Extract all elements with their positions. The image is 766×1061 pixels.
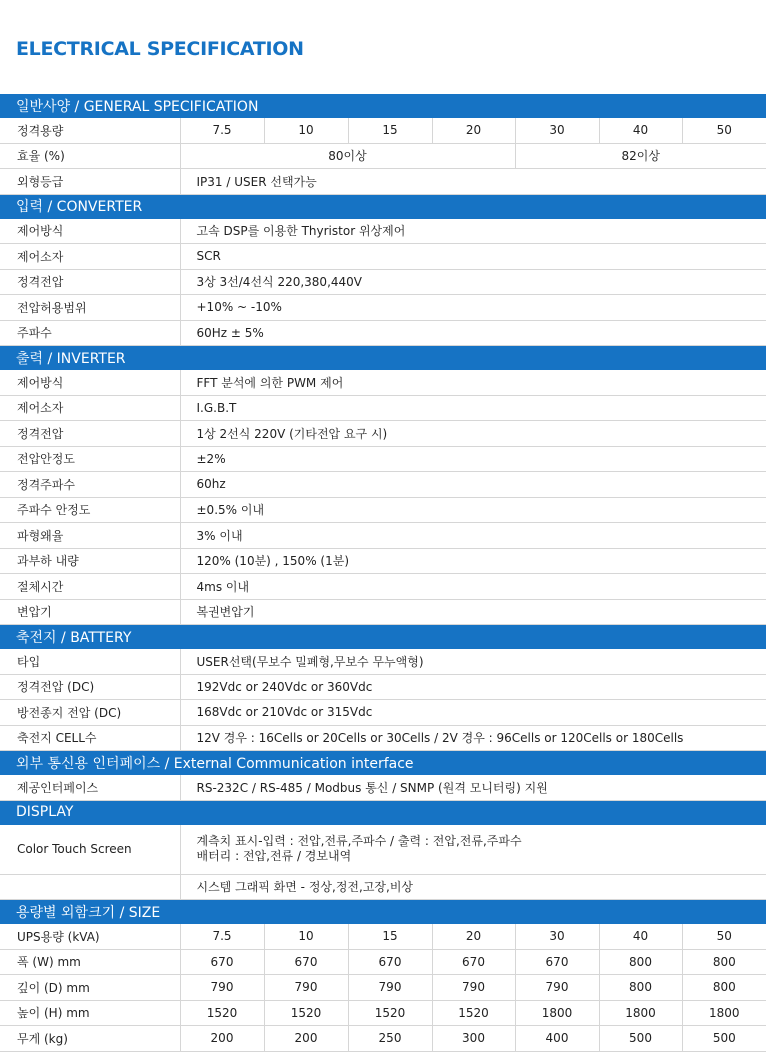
interface-label: 제공인터페이스 xyxy=(0,775,180,801)
size-spec-cell: 1520 xyxy=(432,1000,515,1026)
inverter-spec-label: 변압기 xyxy=(0,599,180,625)
size-spec-label: UPS용량 (kVA) xyxy=(0,924,180,950)
capacity-cell: 40 xyxy=(599,118,682,144)
size-spec-cell: 400 xyxy=(515,1026,599,1052)
display-row xyxy=(0,824,766,874)
converter-spec-value: 60Hz ± 5% xyxy=(180,320,766,346)
size-spec-cell: 7.5 xyxy=(180,924,264,950)
section-interface-header-row xyxy=(0,751,766,775)
size-spec-cell: 800 xyxy=(599,975,682,1001)
inverter-spec-label: 전압안정도 xyxy=(0,446,180,472)
inverter-spec-label: 과부하 내량 xyxy=(0,548,180,574)
inverter-spec-row xyxy=(0,421,766,447)
battery-spec-label: 정격전압 (DC) xyxy=(0,674,180,700)
capacity-cell: 30 xyxy=(515,118,599,144)
size-spec-row xyxy=(0,924,766,950)
inverter-spec-value: FFT 분석에 의한 PWM 제어 xyxy=(180,370,766,396)
size-spec-cell: 670 xyxy=(432,949,515,975)
inverter-spec-value: 복권변압기 xyxy=(180,599,766,625)
size-spec-cell: 790 xyxy=(180,975,264,1001)
capacity-cell: 15 xyxy=(348,118,432,144)
size-spec-row xyxy=(0,949,766,975)
battery-spec-row xyxy=(0,725,766,751)
inverter-spec-label: 주파수 안정도 xyxy=(0,497,180,523)
display-label: Color Touch Screen xyxy=(0,824,180,874)
enclosure-label: 외형등급 xyxy=(0,169,180,195)
converter-spec-row xyxy=(0,218,766,244)
converter-spec-value: SCR xyxy=(180,244,766,270)
converter-spec-value: 고속 DSP를 이용한 Thyristor 위상제어 xyxy=(180,218,766,244)
battery-spec-label: 방전종지 전압 (DC) xyxy=(0,700,180,726)
efficiency-row xyxy=(0,143,766,169)
size-spec-cell: 800 xyxy=(682,975,766,1001)
display-line-1: 계측치 표시-입력 : 전압,전류,주파수 / 출력 : 전압,전류,주파수 xyxy=(196,834,522,848)
display-graphic-value: 시스템 그래픽 화면 - 정상,정전,고장,비상 xyxy=(180,874,766,900)
inverter-spec-label: 정격주파수 xyxy=(0,472,180,498)
size-spec-cell: 300 xyxy=(432,1026,515,1052)
inverter-spec-value: 3% 이내 xyxy=(180,523,766,549)
size-spec-label: 깊이 (D) mm xyxy=(0,975,180,1001)
size-spec-cell: 670 xyxy=(348,949,432,975)
converter-spec-label: 제어소자 xyxy=(0,244,180,270)
display-empty-label xyxy=(0,874,180,900)
inverter-spec-value: I.G.B.T xyxy=(180,395,766,421)
display-measure-value xyxy=(180,824,766,874)
inverter-spec-row xyxy=(0,548,766,574)
size-spec-row xyxy=(0,975,766,1001)
size-spec-cell: 670 xyxy=(180,949,264,975)
efficiency-label: 효율 (%) xyxy=(0,143,180,169)
size-spec-row xyxy=(0,1026,766,1052)
display-graphic-row xyxy=(0,874,766,900)
size-spec-cell: 1520 xyxy=(180,1000,264,1026)
battery-spec-value: 12V 경우 : 16Cells or 20Cells or 30Cells / 2V 경우 : 96Cells or 120Cells or 180Cells xyxy=(180,725,766,751)
capacity-cell: 20 xyxy=(432,118,515,144)
capacity-cell: 10 xyxy=(264,118,348,144)
section-battery-header-row xyxy=(0,625,766,649)
size-spec-label: 폭 (W) mm xyxy=(0,949,180,975)
inverter-spec-label: 정격전압 xyxy=(0,421,180,447)
size-spec-cell: 500 xyxy=(599,1026,682,1052)
capacity-cell: 7.5 xyxy=(180,118,264,144)
converter-spec-label: 주파수 xyxy=(0,320,180,346)
inverter-spec-value: 120% (10분) , 150% (1분) xyxy=(180,548,766,574)
section-battery-header: 축전지 / BATTERY xyxy=(0,625,766,649)
section-inverter-header: 출력 / INVERTER xyxy=(0,346,766,370)
converter-spec-label: 제어방식 xyxy=(0,218,180,244)
size-spec-cell: 670 xyxy=(515,949,599,975)
size-spec-cell: 670 xyxy=(264,949,348,975)
inverter-spec-label: 제어소자 xyxy=(0,395,180,421)
inverter-spec-row xyxy=(0,472,766,498)
section-general-header-row xyxy=(0,94,766,118)
size-spec-cell: 15 xyxy=(348,924,432,950)
section-display-header: DISPLAY xyxy=(0,800,766,824)
inverter-spec-value: 1상 2선식 220V (기타전압 요구 시) xyxy=(180,421,766,447)
size-spec-cell: 790 xyxy=(348,975,432,1001)
battery-spec-label: 타입 xyxy=(0,649,180,675)
enclosure-row xyxy=(0,169,766,195)
display-line-2: 배터리 : 전압,전류 / 경보내역 xyxy=(196,849,352,863)
size-spec-cell: 1520 xyxy=(264,1000,348,1026)
inverter-spec-label: 파형왜율 xyxy=(0,523,180,549)
size-spec-label: 높이 (H) mm xyxy=(0,1000,180,1026)
section-display-header-row xyxy=(0,800,766,824)
inverter-spec-row xyxy=(0,370,766,396)
inverter-spec-row xyxy=(0,395,766,421)
size-spec-cell: 1800 xyxy=(515,1000,599,1026)
size-spec-cell: 200 xyxy=(180,1026,264,1052)
size-spec-row xyxy=(0,1000,766,1026)
page-title: ELECTRICAL SPECIFICATION xyxy=(16,38,304,60)
section-interface-header: 외부 통신용 인터페이스 / External Communication interface xyxy=(0,751,766,775)
inverter-spec-row xyxy=(0,574,766,600)
battery-spec-row xyxy=(0,649,766,675)
section-size-header-row xyxy=(0,900,766,924)
efficiency-high-value: 82이상 xyxy=(515,143,766,169)
converter-spec-label: 정격전압 xyxy=(0,269,180,295)
battery-spec-label: 축전지 CELL수 xyxy=(0,725,180,751)
inverter-spec-label: 절체시간 xyxy=(0,574,180,600)
converter-spec-row xyxy=(0,269,766,295)
size-spec-cell: 40 xyxy=(599,924,682,950)
capacity-cell: 50 xyxy=(682,118,766,144)
size-spec-cell: 790 xyxy=(432,975,515,1001)
converter-spec-row xyxy=(0,320,766,346)
size-spec-cell: 800 xyxy=(682,949,766,975)
battery-spec-value: USER선택(무보수 밀폐형,무보수 무누액형) xyxy=(180,649,766,675)
section-general-header: 일반사양 / GENERAL SPECIFICATION xyxy=(0,94,766,118)
inverter-spec-row xyxy=(0,446,766,472)
battery-spec-row xyxy=(0,700,766,726)
size-spec-cell: 200 xyxy=(264,1026,348,1052)
size-spec-cell: 1800 xyxy=(682,1000,766,1026)
size-spec-cell: 790 xyxy=(264,975,348,1001)
efficiency-low-value: 80이상 xyxy=(180,143,515,169)
battery-spec-value: 192Vdc or 240Vdc or 360Vdc xyxy=(180,674,766,700)
size-spec-cell: 800 xyxy=(599,949,682,975)
size-spec-cell: 10 xyxy=(264,924,348,950)
inverter-spec-label: 제어방식 xyxy=(0,370,180,396)
section-size-header: 용량별 외함크기 / SIZE xyxy=(0,900,766,924)
size-spec-cell: 30 xyxy=(515,924,599,950)
size-spec-cell: 250 xyxy=(348,1026,432,1052)
interface-value: RS-232C / RS-485 / Modbus 통신 / SNMP (원격 모니터링) 지원 xyxy=(180,775,766,801)
inverter-spec-value: 60hz xyxy=(180,472,766,498)
spec-sheet xyxy=(0,94,766,1052)
inverter-spec-value: ±0.5% 이내 xyxy=(180,497,766,523)
converter-spec-row xyxy=(0,244,766,270)
size-spec-cell: 20 xyxy=(432,924,515,950)
inverter-spec-row xyxy=(0,599,766,625)
spec-table xyxy=(0,94,766,1052)
size-spec-cell: 500 xyxy=(682,1026,766,1052)
converter-spec-row xyxy=(0,295,766,321)
battery-spec-value: 168Vdc or 210Vdc or 315Vdc xyxy=(180,700,766,726)
capacity-label: 정격용량 xyxy=(0,118,180,144)
size-spec-cell: 1520 xyxy=(348,1000,432,1026)
section-inverter-header-row xyxy=(0,346,766,370)
capacity-row xyxy=(0,118,766,144)
inverter-spec-row xyxy=(0,523,766,549)
inverter-spec-row xyxy=(0,497,766,523)
inverter-spec-value: 4ms 이내 xyxy=(180,574,766,600)
size-spec-label: 무게 (kg) xyxy=(0,1026,180,1052)
section-converter-header-row xyxy=(0,194,766,218)
battery-spec-row xyxy=(0,674,766,700)
inverter-spec-value: ±2% xyxy=(180,446,766,472)
converter-spec-value: 3상 3선/4선식 220,380,440V xyxy=(180,269,766,295)
enclosure-value: IP31 / USER 선택가능 xyxy=(180,169,766,195)
converter-spec-label: 전압허용범위 xyxy=(0,295,180,321)
converter-spec-value: +10% ~ -10% xyxy=(180,295,766,321)
size-spec-cell: 1800 xyxy=(599,1000,682,1026)
size-spec-cell: 790 xyxy=(515,975,599,1001)
size-spec-cell: 50 xyxy=(682,924,766,950)
interface-row xyxy=(0,775,766,801)
section-converter-header: 입력 / CONVERTER xyxy=(0,194,766,218)
